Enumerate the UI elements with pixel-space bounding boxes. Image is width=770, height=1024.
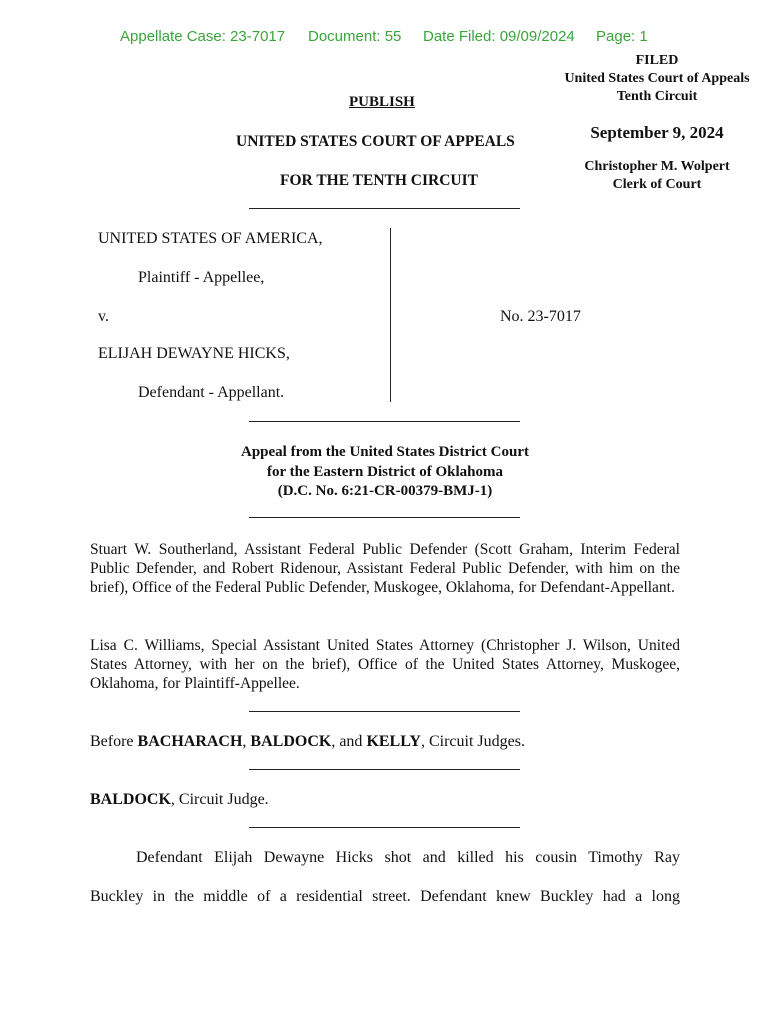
- divider: [249, 421, 520, 422]
- publish-label: PUBLISH: [349, 94, 415, 110]
- author-suffix: , Circuit Judge.: [170, 791, 269, 808]
- panel-sep-2: , and: [331, 733, 367, 750]
- divider: [249, 517, 520, 518]
- caption-plaintiff-role: Plaintiff - Appellee,: [138, 269, 265, 286]
- clerk-name: Christopher M. Wolpert: [584, 159, 730, 174]
- judge-bacharach: BACHARACH: [137, 733, 243, 750]
- opinion-line-1: Defendant Elijah Dewayne Hicks shot and killed his cousin Timothy Ray: [136, 849, 680, 866]
- panel-suffix: , Circuit Judges.: [420, 733, 525, 750]
- opinion-line-2: Buckley in the middle of a residential street. Defendant knew Buckley had a long: [90, 888, 680, 905]
- caption-defendant: ELIJAH DEWAYNE HICKS,: [98, 345, 290, 362]
- case-number: No. 23-7017: [500, 308, 581, 325]
- divider: [249, 208, 520, 209]
- filed-court: United States Court of Appeals: [564, 71, 750, 86]
- caption-divider: [390, 228, 391, 402]
- counsel-plaintiff: Lisa C. Williams, Special Assistant United States Attorney (Christopher J. Wilson, United States Attorney, with her on the brief), Office of the United States Attorney, Muskogee, Oklahoma, for Plaintiff-Appellee.: [90, 637, 680, 692]
- author-name: BALDOCK: [90, 791, 171, 808]
- header-case: Appellate Case: 23-7017: [120, 28, 286, 45]
- author-line: [90, 791, 269, 809]
- filed-label: FILED: [635, 53, 679, 68]
- counsel-defendant: Stuart W. Southerland, Assistant Federal Public Defender (Scott Graham, Interim Federal Public Defender, and Robert Ridenour, Assistant Federal Public Defender, with him on the brief), Office of the Federal Public Defender, Muskogee, Oklahoma, for Defendant-Appellant.: [90, 541, 680, 596]
- filed-circuit: Tenth Circuit: [616, 89, 698, 104]
- filed-stamp: [550, 52, 764, 194]
- panel-before: Before: [90, 733, 138, 750]
- header-page: Page: 1: [596, 28, 648, 45]
- clerk-title: Clerk of Court: [612, 177, 702, 192]
- caption-defendant-role: Defendant - Appellant.: [138, 384, 285, 401]
- appeal-line-1: Appeal from the United States District Court: [240, 444, 530, 460]
- panel-line: [90, 733, 525, 751]
- filed-date: September 9, 2024: [590, 123, 724, 142]
- judge-baldock: BALDOCK: [250, 733, 332, 750]
- caption-versus: v.: [98, 308, 109, 325]
- appeal-line-2: for the Eastern District of Oklahoma: [267, 463, 503, 480]
- header-date-filed: Date Filed: 09/09/2024: [423, 28, 575, 45]
- appeal-block: [0, 443, 770, 502]
- header-document: Document: 55: [308, 28, 402, 45]
- circuit-title: FOR THE TENTH CIRCUIT: [280, 172, 478, 189]
- panel-sep-1: ,: [242, 733, 251, 750]
- appeal-line-3: (D.C. No. 6:21-CR-00379-BMJ-1): [277, 483, 493, 499]
- divider: [249, 711, 520, 712]
- caption-plaintiff: UNITED STATES OF AMERICA,: [98, 230, 323, 247]
- opinion-text: [90, 838, 680, 916]
- divider: [249, 769, 520, 770]
- court-title: UNITED STATES COURT OF APPEALS: [236, 133, 515, 150]
- judge-kelly: KELLY: [366, 733, 421, 750]
- divider: [249, 827, 520, 828]
